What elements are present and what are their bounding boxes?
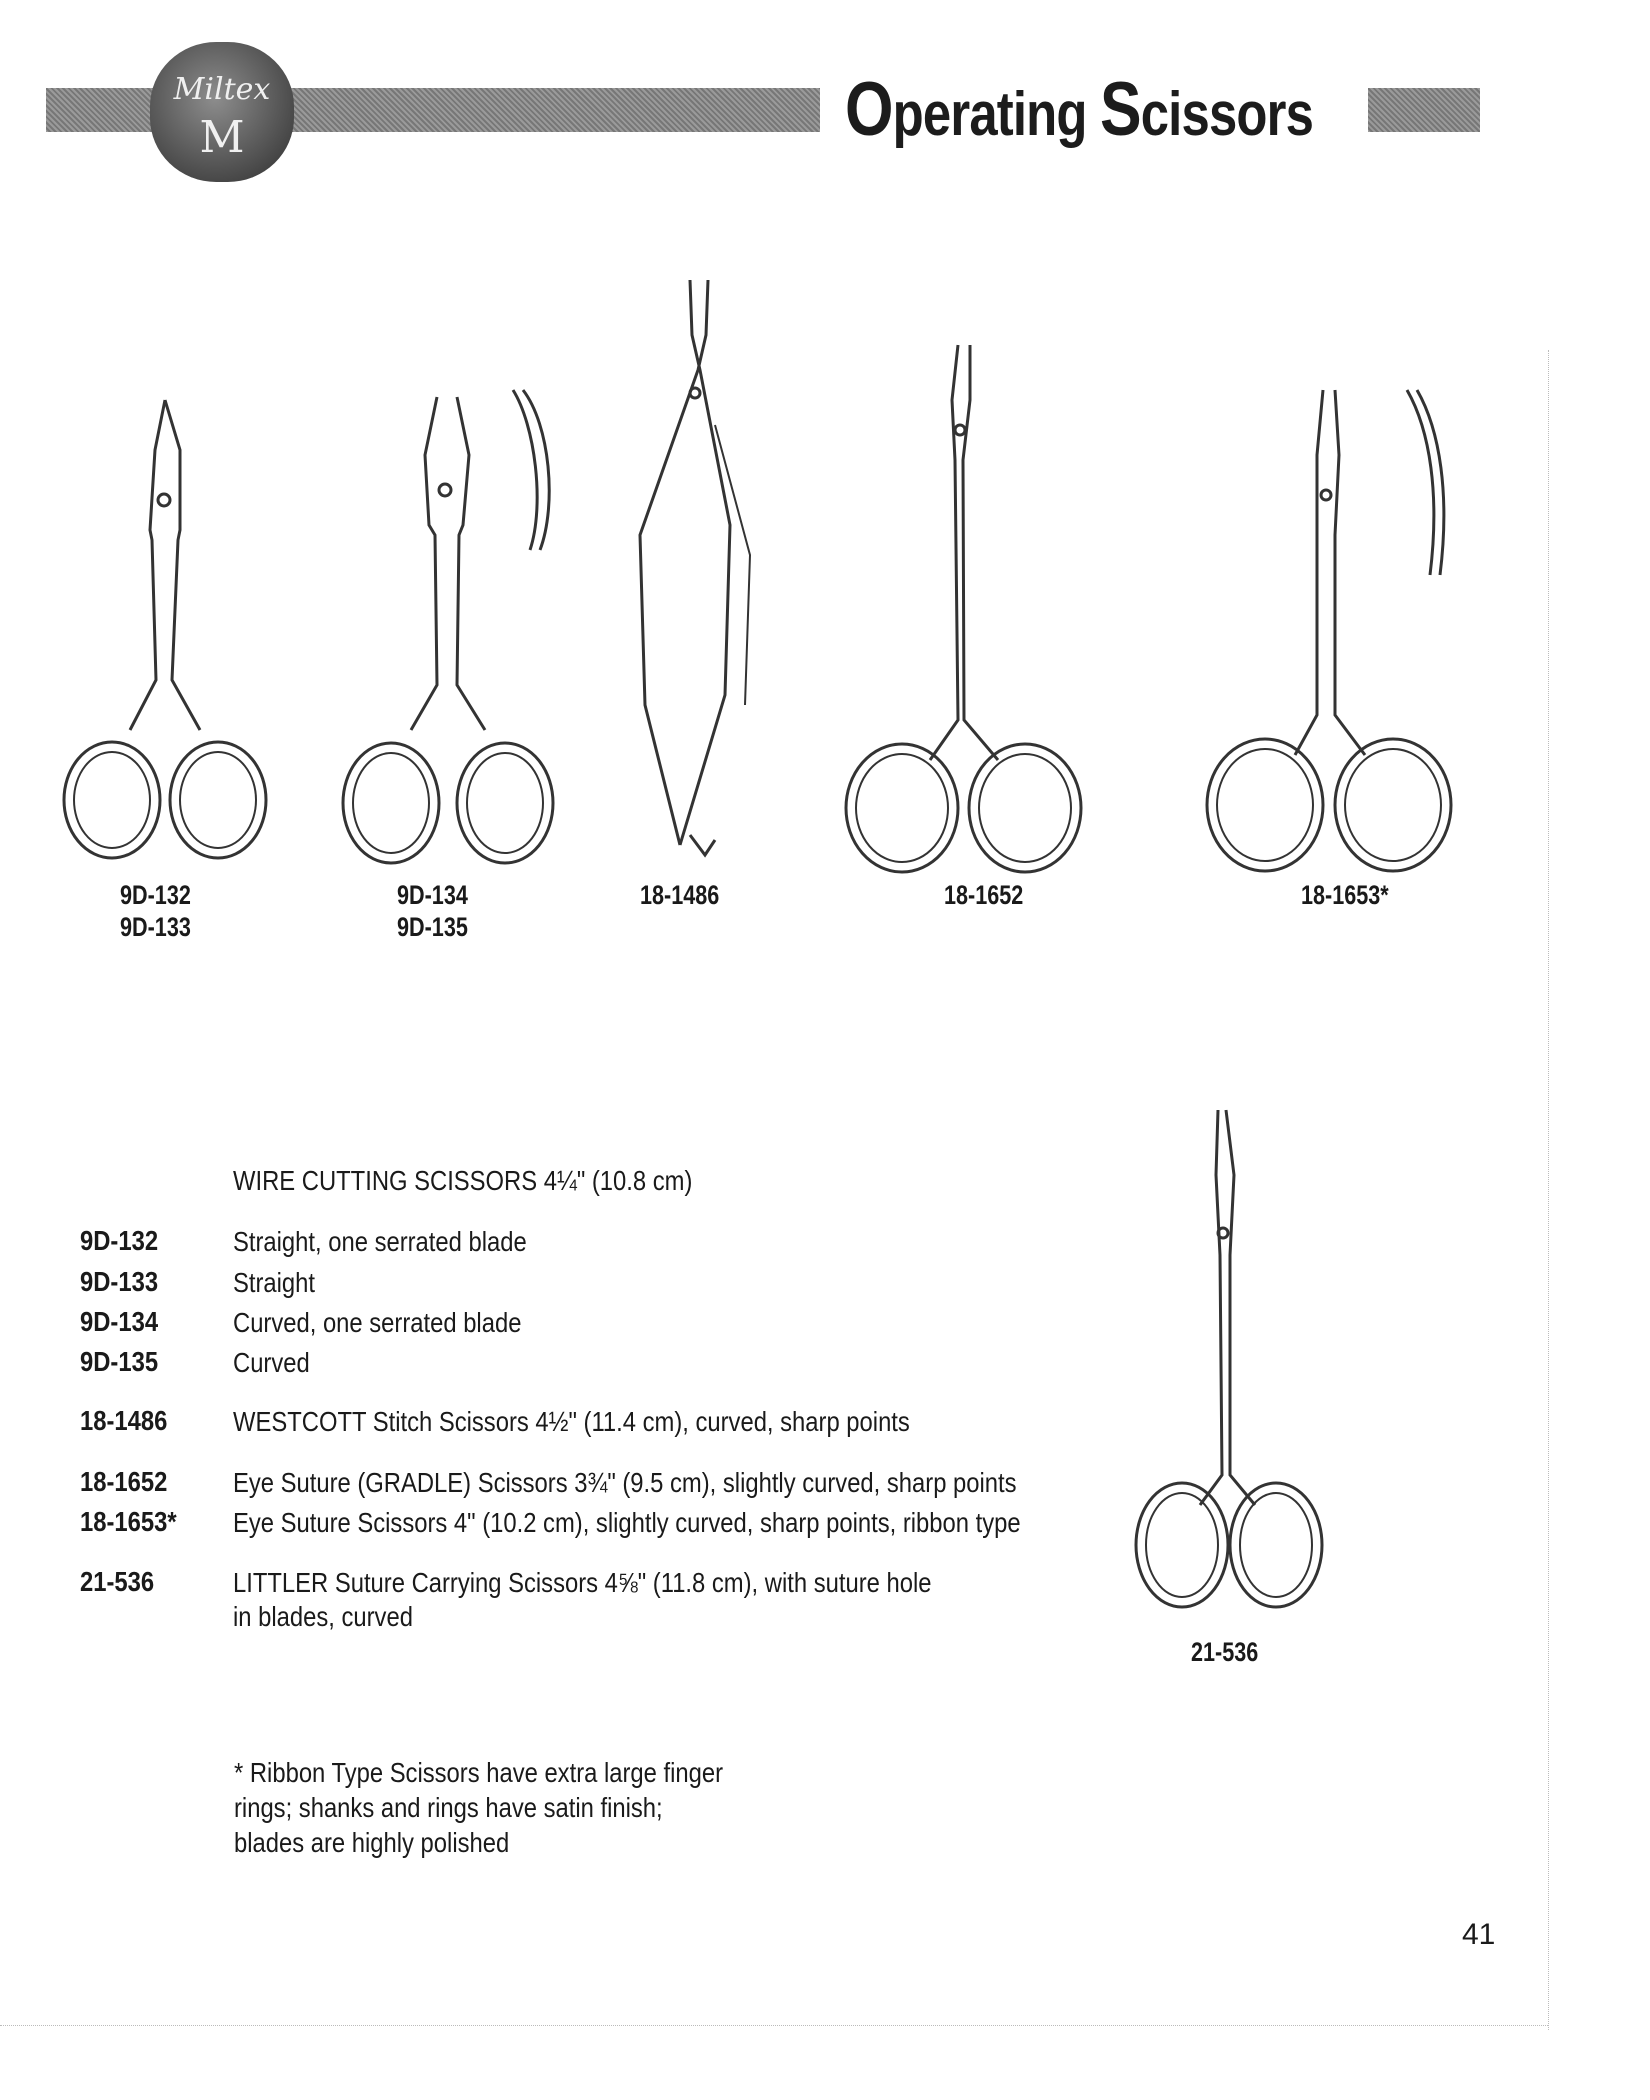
- item-description: Straight, one serrated blade: [233, 1226, 527, 1257]
- item-description: Eye Suture (GRADLE) Scissors 3¾" (9.5 cm), slightly curved, sharp points: [233, 1467, 1017, 1498]
- item-code: 9D-135: [80, 1346, 159, 1377]
- scissors-21-536-illustration: [1130, 1105, 1330, 1625]
- item-description: Straight: [233, 1267, 316, 1298]
- miltex-logo: [150, 42, 294, 182]
- item-description: Eye Suture Scissors 4" (10.2 cm), slightly curved, sharp points, ribbon type: [233, 1507, 1021, 1538]
- page-edge-right: [1548, 350, 1549, 2030]
- scissors-18-1486-illustration: [620, 275, 770, 875]
- item-code: 9D-132: [80, 1225, 159, 1256]
- item-description: WESTCOTT Stitch Scissors 4½" (11.4 cm), curved, sharp points: [233, 1406, 910, 1437]
- scissors-18-1653-illustration: [1205, 385, 1455, 885]
- label-9d-133: 9D-133: [120, 912, 191, 942]
- logo-script-text: Miltex: [173, 72, 271, 107]
- page-number: 41: [1462, 1918, 1496, 1951]
- item-description: Curved, one serrated blade: [233, 1307, 522, 1338]
- item-code: 18-1486: [80, 1405, 168, 1436]
- page-title: Operating Scissors: [845, 67, 1314, 152]
- item-code: 18-1653*: [80, 1506, 177, 1537]
- header-bar-right: [1368, 88, 1480, 132]
- header-bar-left: [46, 88, 158, 132]
- item-description: LITTLER Suture Carrying Scissors 4⅝" (11.8 cm), with suture hole in blades, curved: [233, 1567, 932, 1632]
- page-edge-bottom: [0, 2025, 1548, 2026]
- ribbon-type-footnote: * Ribbon Type Scissors have extra large finger rings; shanks and rings have satin finish; blades are highly polished: [234, 1757, 724, 1858]
- logo-letter: M: [199, 112, 245, 163]
- label-9d-132: 9D-132: [120, 880, 191, 910]
- item-code: 9D-133: [80, 1266, 159, 1297]
- label-18-1652: 18-1652: [944, 880, 1024, 910]
- item-code: 18-1652: [80, 1466, 168, 1497]
- section-heading: WIRE CUTTING SCISSORS 4¼" (10.8 cm): [233, 1165, 693, 1196]
- item-code: 21-536: [80, 1566, 155, 1597]
- label-21-536: 21-536: [1191, 1637, 1259, 1667]
- scissors-9d-132-illustration: [40, 390, 290, 870]
- label-18-1486: 18-1486: [640, 880, 720, 910]
- label-9d-135: 9D-135: [397, 912, 468, 942]
- label-9d-134: 9D-134: [397, 880, 468, 910]
- header-bar-middle: [288, 88, 820, 132]
- scissors-9d-134-illustration: [325, 385, 575, 875]
- item-code: 9D-134: [80, 1306, 159, 1337]
- scissors-18-1652-illustration: [840, 340, 1090, 880]
- item-description: Curved: [233, 1347, 310, 1378]
- label-18-1653: 18-1653*: [1301, 880, 1389, 910]
